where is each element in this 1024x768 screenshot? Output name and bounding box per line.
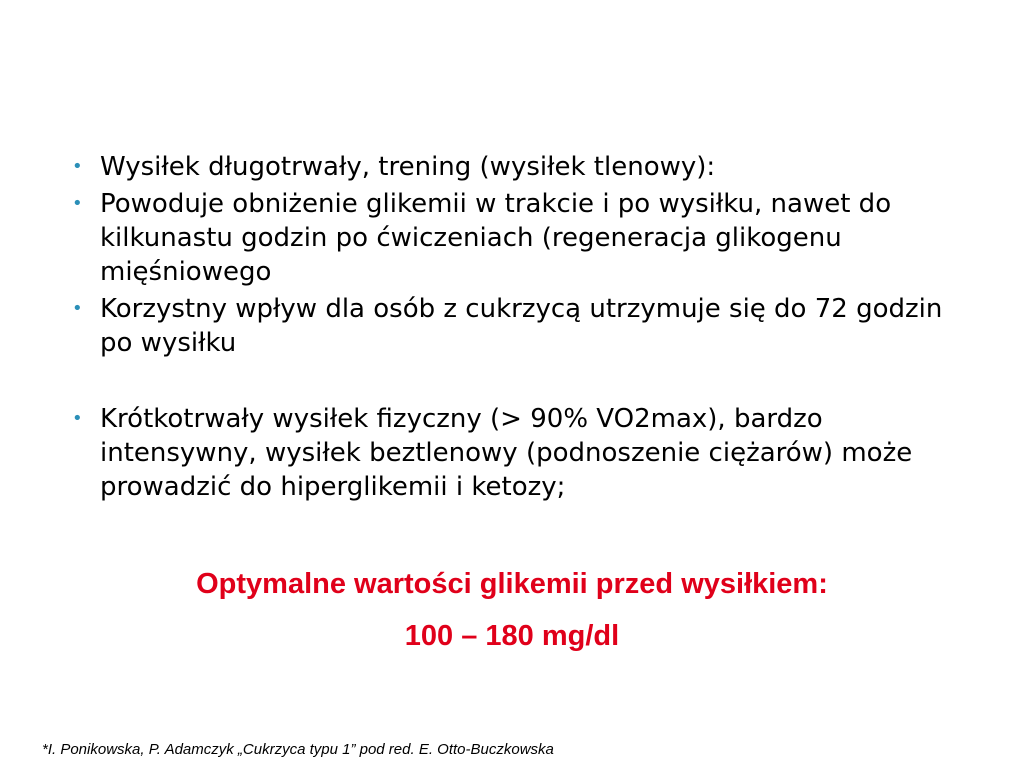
bullet-text: Krótkotrwały wysiłek fizyczny (> 90% VO2max), bardzo intensywny, wysiłek beztlenowy (podnoszenie ciężarów) może prowadzić do hiperglikemii i ketozy; bbox=[100, 404, 913, 502]
highlight-heading: Optymalne wartości glikemii przed wysiłkiem: bbox=[196, 568, 828, 600]
footnote-citation: *I. Ponikowska, P. Adamczyk „Cukrzyca typu 1” pod red. E. Otto-Buczkowska bbox=[42, 741, 554, 758]
bullet-icon: • bbox=[72, 298, 83, 319]
bullet-item bbox=[72, 292, 972, 360]
bullet-item bbox=[72, 150, 972, 184]
bullet-icon: • bbox=[72, 156, 83, 177]
highlight-value: 100 – 180 mg/dl bbox=[404, 620, 620, 652]
bullet-text: Powoduje obniżenie glikemii w trakcie i po wysiłku, nawet do kilkunastu godzin po ćwiczeniach (regeneracja glikogenu mięśniowego bbox=[100, 189, 892, 287]
bullet-icon: • bbox=[72, 408, 83, 429]
bullet-item bbox=[72, 402, 972, 504]
bullet-text: Wysiłek długotrwały, trening (wysiłek tlenowy): bbox=[100, 152, 716, 182]
bullet-icon: • bbox=[72, 193, 83, 214]
bullet-text: Korzystny wpływ dla osób z cukrzycą utrzymuje się do 72 godzin po wysiłku bbox=[100, 294, 943, 358]
bullet-list bbox=[72, 150, 972, 507]
bullet-item bbox=[72, 187, 972, 289]
